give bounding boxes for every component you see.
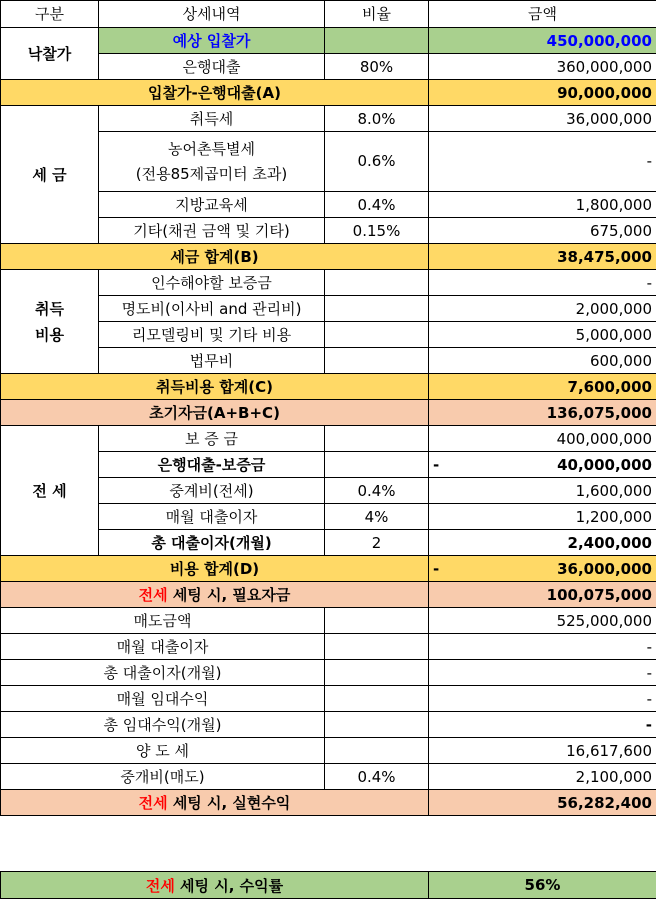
expected-bid-label: 예상 입찰가	[99, 28, 325, 54]
table-row	[1, 608, 656, 634]
required-funds-label-red: 전세	[138, 585, 168, 604]
table-row	[1, 54, 656, 80]
category-acquisition	[1, 270, 99, 374]
table-row	[1, 452, 656, 478]
yield-label	[1, 872, 429, 899]
table-row	[1, 296, 656, 322]
sale-label: 양 도 세	[1, 738, 325, 764]
sale-amount: 2,100,000	[429, 764, 656, 790]
tax-label: 지방교육세	[99, 192, 325, 218]
sale-ratio	[325, 608, 429, 634]
acq-ratio	[325, 270, 429, 296]
acq-amount: 5,000,000	[429, 322, 656, 348]
table-row	[1, 530, 656, 556]
tax-amount: -	[429, 132, 656, 192]
jeonse-label: 총 대출이자(개월)	[99, 530, 325, 556]
category-jeonse: 전 세	[1, 426, 99, 556]
yield-table	[0, 871, 656, 899]
table-row	[1, 322, 656, 348]
subtotal-row	[1, 80, 656, 106]
acq-ratio	[325, 348, 429, 374]
table-row	[1, 634, 656, 660]
initial-funds-label: 초기자금(A+B+C)	[1, 400, 429, 426]
subtotal-b-label: 세금 합계(B)	[1, 244, 429, 270]
acq-amount: 600,000	[429, 348, 656, 374]
sale-ratio	[325, 738, 429, 764]
table-row	[1, 28, 656, 54]
table-row	[1, 270, 656, 296]
subtotal-row	[1, 244, 656, 270]
loan-label: 은행대출	[99, 54, 325, 80]
jeonse-label: 중계비(전세)	[99, 478, 325, 504]
subtotal-a-label: 입찰가-은행대출(A)	[1, 80, 429, 106]
loan-ratio: 80%	[325, 54, 429, 80]
header-category: 구분	[1, 1, 99, 28]
yield-value: 56%	[429, 872, 656, 899]
jeonse-ratio: 0.4%	[325, 478, 429, 504]
negative-dash: -	[433, 455, 440, 474]
yield-label-red: 전세	[145, 876, 175, 895]
subtotal-b-amount: 38,475,000	[429, 244, 656, 270]
tax-amount: 36,000,000	[429, 106, 656, 132]
acq-ratio	[325, 296, 429, 322]
sale-ratio	[325, 686, 429, 712]
negative-dash: -	[433, 559, 440, 578]
jeonse-label: 은행대출-보증금	[99, 452, 325, 478]
tax-ratio: 0.6%	[325, 132, 429, 192]
jeonse-ratio: 4%	[325, 504, 429, 530]
jeonse-amount: 1,600,000	[429, 478, 656, 504]
table-row	[1, 348, 656, 374]
acq-label: 명도비(이사비 and 관리비)	[99, 296, 325, 322]
jeonse-amount: 1,200,000	[429, 504, 656, 530]
tax-label: 기타(채권 금액 및 기타)	[99, 218, 325, 244]
tax-amount: 1,800,000	[429, 192, 656, 218]
sale-amount: 16,617,600	[429, 738, 656, 764]
table-row	[1, 106, 656, 132]
realized-profit-label-red: 전세	[138, 793, 168, 812]
required-funds-label	[1, 582, 429, 608]
sale-ratio	[325, 660, 429, 686]
jeonse-label: 매월 대출이자	[99, 504, 325, 530]
expected-bid-ratio	[325, 28, 429, 54]
jeonse-amount: 400,000,000	[429, 426, 656, 452]
tax-label-line1: 농어촌특별세	[168, 139, 255, 158]
acq-label: 인수해야할 보증금	[99, 270, 325, 296]
header-detail: 상세내역	[99, 1, 325, 28]
subtotal-c-label: 취득비용 합계(C)	[1, 374, 429, 400]
tax-ratio: 0.15%	[325, 218, 429, 244]
acq-amount: -	[429, 270, 656, 296]
realized-profit-label-rest: 세팅 시, 실현수익	[167, 793, 291, 812]
subtotal-d-amount: 36,000,000	[557, 559, 652, 578]
table-row	[1, 660, 656, 686]
subtotal-row	[1, 374, 656, 400]
jeonse-amount: 2,400,000	[429, 530, 656, 556]
jeonse-ratio	[325, 426, 429, 452]
sale-ratio	[325, 712, 429, 738]
sale-label: 매도금액	[1, 608, 325, 634]
jeonse-amount: 40,000,000	[557, 455, 652, 474]
category-bid: 낙찰가	[1, 28, 99, 80]
table-row	[1, 764, 656, 790]
subtotal-a-amount: 90,000,000	[429, 80, 656, 106]
table-row	[1, 478, 656, 504]
table-row	[1, 192, 656, 218]
tax-label: 취득세	[99, 106, 325, 132]
jeonse-ratio	[325, 452, 429, 478]
sale-label: 총 임대수익(개월)	[1, 712, 325, 738]
sale-ratio	[325, 634, 429, 660]
tax-label-line2: (전용85제곱미터 초과)	[135, 164, 288, 183]
sale-label: 중개비(매도)	[1, 764, 325, 790]
sale-amount: -	[429, 686, 656, 712]
expected-bid-amount: 450,000,000	[429, 28, 656, 54]
tax-label	[99, 132, 325, 192]
sale-ratio: 0.4%	[325, 764, 429, 790]
table-row	[1, 504, 656, 530]
acq-amount: 2,000,000	[429, 296, 656, 322]
sale-amount: -	[429, 660, 656, 686]
subtotal-c-amount: 7,600,000	[429, 374, 656, 400]
yield-row	[1, 872, 656, 899]
table-row	[1, 426, 656, 452]
initial-funds-row	[1, 400, 656, 426]
tax-ratio: 8.0%	[325, 106, 429, 132]
realized-profit-label	[1, 790, 429, 816]
realized-profit-amount: 56,282,400	[429, 790, 656, 816]
yield-label-rest: 세팅 시, 수익률	[174, 876, 284, 895]
required-funds-amount: 100,075,000	[429, 582, 656, 608]
jeonse-ratio: 2	[325, 530, 429, 556]
header-row	[1, 1, 656, 28]
realized-profit-row	[1, 790, 656, 816]
header-ratio: 비율	[325, 1, 429, 28]
table-row	[1, 686, 656, 712]
required-funds-label-rest: 세팅 시, 필요자금	[167, 585, 291, 604]
tax-ratio: 0.4%	[325, 192, 429, 218]
acq-label: 리모델링비 및 기타 비용	[99, 322, 325, 348]
subtotal-d-amount-cell	[429, 556, 656, 582]
initial-funds-amount: 136,075,000	[429, 400, 656, 426]
table-row	[1, 738, 656, 764]
sale-label: 매월 대출이자	[1, 634, 325, 660]
sale-amount: 525,000,000	[429, 608, 656, 634]
category-tax: 세 금	[1, 106, 99, 244]
subtotal-row	[1, 556, 656, 582]
table-row	[1, 218, 656, 244]
jeonse-amount-cell	[429, 452, 656, 478]
loan-amount: 360,000,000	[429, 54, 656, 80]
sale-amount: -	[429, 634, 656, 660]
required-funds-row	[1, 582, 656, 608]
subtotal-d-label: 비용 합계(D)	[1, 556, 429, 582]
table-row	[1, 132, 656, 192]
category-acquisition-line1: 취득	[35, 299, 64, 318]
sale-amount: -	[429, 712, 656, 738]
header-amount: 금액	[429, 1, 656, 28]
jeonse-label: 보 증 금	[99, 426, 325, 452]
category-acquisition-line2: 비용	[35, 325, 64, 344]
sale-label: 총 대출이자(개월)	[1, 660, 325, 686]
tax-amount: 675,000	[429, 218, 656, 244]
table-row	[1, 712, 656, 738]
acq-ratio	[325, 322, 429, 348]
acq-label: 법무비	[99, 348, 325, 374]
sale-label: 매월 임대수익	[1, 686, 325, 712]
